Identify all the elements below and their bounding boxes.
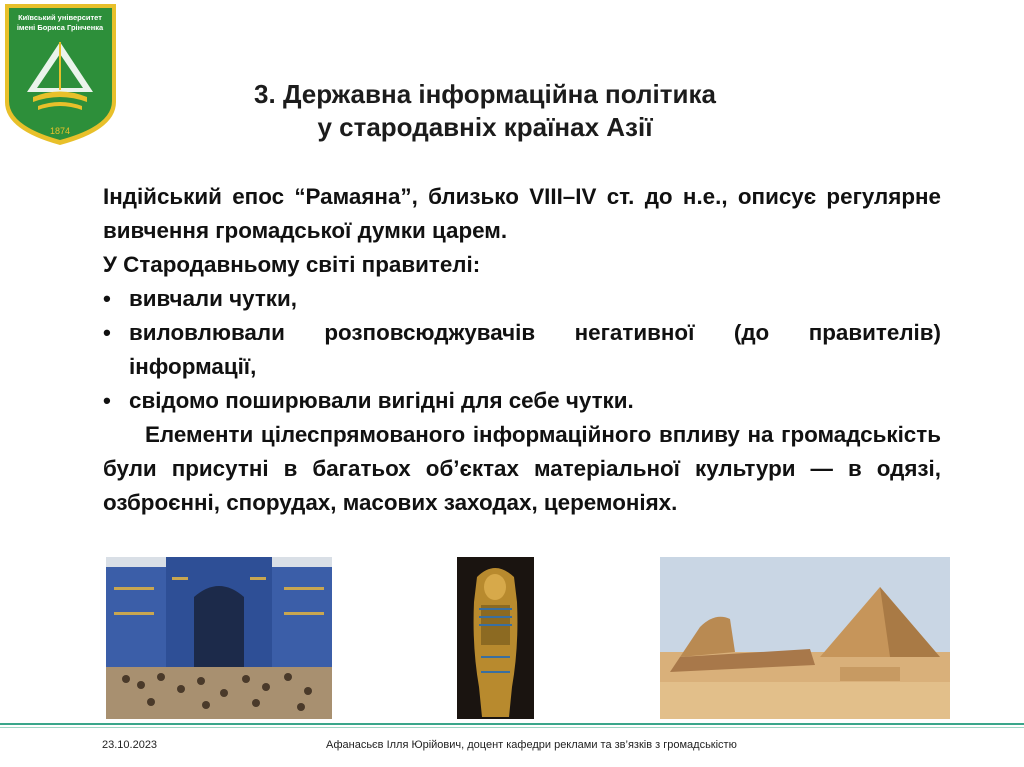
bullet-marker: •	[103, 320, 111, 345]
logo-text-line2: імені Бориса Грінченка	[16, 23, 104, 32]
sphinx-pyramid-image	[660, 557, 950, 719]
bullet-text: вивчали чутки,	[129, 286, 297, 311]
footer-divider-thin	[0, 727, 1024, 728]
bullet-item	[103, 316, 941, 384]
bullet-text: свідомо поширювали вигідні для себе чутки.	[129, 388, 634, 413]
bullet-text: виловлювали розповсюджувачів негативної (до правителів) інформації,	[129, 320, 941, 379]
bullet-item	[103, 384, 941, 418]
bullet-item	[103, 282, 941, 316]
bullet-marker: •	[103, 286, 111, 311]
slide-body	[103, 180, 941, 520]
paragraph-elements: Елементи цілеспрямованого інформаційного впливу на громадськість були присутні в багатьох об’єктах матеріальної культури — в одязі, озброєнні, спорудах, масових заходах, церемоніях.	[103, 422, 941, 515]
university-logo	[3, 2, 118, 147]
sarcophagus-image	[457, 557, 534, 719]
title-line2: у стародавніх країнах Азії	[317, 112, 653, 142]
slide-title	[160, 78, 810, 144]
footer-author: Афанасьєв Ілля Юрійович, доцент кафедри реклами та зв’язків з громадськістю	[326, 739, 737, 751]
logo-text-line1: Київський університет	[18, 13, 102, 22]
footer-divider	[0, 723, 1024, 725]
ishtar-gate-image	[106, 557, 332, 719]
paragraph-rulers: У Стародавньому світі правителі:	[103, 252, 481, 277]
footer-date: 23.10.2023	[102, 739, 158, 751]
paragraph-ramayana: Індійський епос “Рамаяна”, близько VIII–IV ст. до н.е., описує регулярне вивчення громадської думки царем.	[103, 184, 941, 243]
logo-year: 1874	[49, 126, 71, 136]
title-line1: 3. Державна інформаційна політика	[254, 79, 716, 109]
bullet-marker: •	[103, 388, 111, 413]
